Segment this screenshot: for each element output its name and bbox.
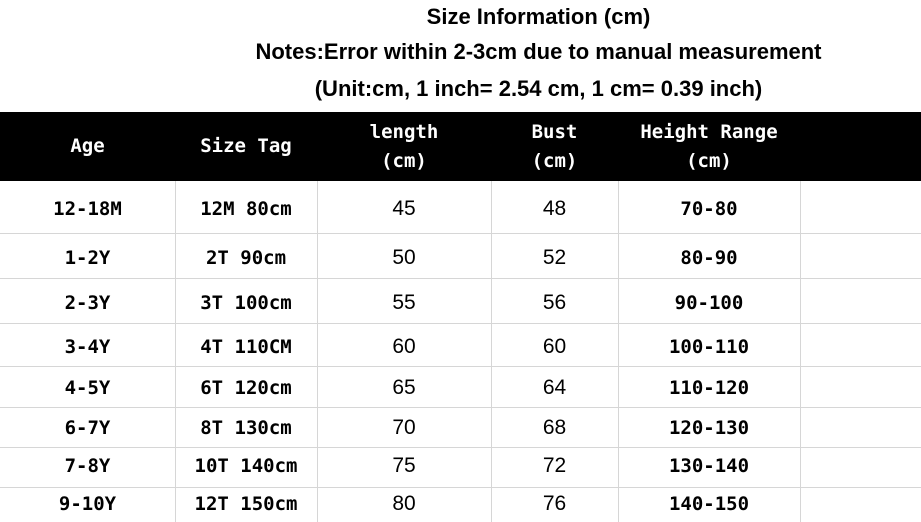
- cell-size-tag: 12T 150cm: [194, 493, 298, 515]
- row-divider: [0, 233, 921, 234]
- cell-bust: 48: [542, 197, 567, 220]
- header-size-tag: [175, 112, 317, 181]
- cell-age: 1-2Y: [64, 247, 111, 269]
- cell-height: 110-120: [668, 377, 750, 399]
- cell-size-tag: 10T 140cm: [194, 455, 298, 477]
- cell-bust: 68: [542, 416, 567, 439]
- cell-bust: 64: [542, 376, 567, 399]
- cell-size-tag: 12M 80cm: [200, 198, 292, 220]
- cell-length: 70: [392, 416, 416, 439]
- cell-size-tag: 4T 110CM: [200, 336, 292, 358]
- cell-size-tag: 2T 90cm: [205, 247, 287, 269]
- cell-bust: 60: [542, 335, 567, 358]
- cell-length: 80: [392, 492, 416, 515]
- cell-length: 75: [392, 454, 416, 477]
- header-age: [0, 112, 175, 181]
- cell-height: 80-90: [680, 247, 738, 269]
- header-height-unit: (cm): [686, 149, 732, 172]
- cell-size-tag: 6T 120cm: [200, 377, 292, 399]
- cell-length: 65: [392, 376, 416, 399]
- header-bust-unit: (cm): [531, 149, 578, 172]
- cell-size-tag: 8T 130cm: [200, 417, 292, 439]
- header-height-label: Height Range: [640, 120, 778, 143]
- cell-bust: 76: [542, 492, 567, 515]
- cell-height: 90-100: [674, 292, 744, 314]
- page-title: Size Information (cm): [426, 4, 651, 29]
- row-divider: [0, 323, 921, 324]
- cell-age: 2-3Y: [64, 292, 111, 314]
- cell-age: 12-18M: [53, 198, 122, 220]
- header-age-label: Age: [70, 135, 105, 157]
- table-header: [0, 112, 921, 181]
- notes-line: Notes:Error within 2-3cm due to manual measurement: [255, 39, 822, 64]
- cell-size-tag: 3T 100cm: [200, 292, 292, 314]
- row-divider: [0, 407, 921, 408]
- header-size-tag-label: Size Tag: [200, 135, 292, 157]
- row-divider: [0, 447, 921, 448]
- cell-height: 130-140: [668, 455, 750, 477]
- row-divider: [0, 278, 921, 279]
- cell-length: 50: [392, 246, 416, 269]
- header-length-label: length: [369, 120, 439, 143]
- header-height: [618, 112, 800, 181]
- cell-length: 55: [392, 291, 416, 314]
- header-bust-label: Bust: [531, 120, 578, 143]
- cell-age: 4-5Y: [64, 377, 111, 399]
- header-length: [317, 112, 491, 181]
- cell-age: 9-10Y: [58, 493, 117, 515]
- header-length-unit: (cm): [381, 149, 427, 172]
- cell-bust: 72: [542, 454, 567, 477]
- cell-length: 60: [392, 335, 416, 358]
- cell-height: 140-150: [668, 493, 750, 515]
- cell-bust: 52: [542, 246, 567, 269]
- cell-height: 100-110: [668, 336, 750, 358]
- cell-age: 6-7Y: [64, 417, 111, 439]
- row-divider: [0, 487, 921, 488]
- cell-length: 45: [392, 197, 416, 220]
- cell-age: 3-4Y: [64, 336, 111, 358]
- cell-age: 7-8Y: [64, 455, 111, 477]
- unit-note: (Unit:cm, 1 inch= 2.54 cm, 1 cm= 0.39 inch): [314, 76, 763, 101]
- row-divider: [0, 366, 921, 367]
- cell-bust: 56: [542, 291, 567, 314]
- header-bust: [491, 112, 618, 181]
- cell-height: 70-80: [680, 198, 738, 220]
- cell-height: 120-130: [668, 417, 750, 439]
